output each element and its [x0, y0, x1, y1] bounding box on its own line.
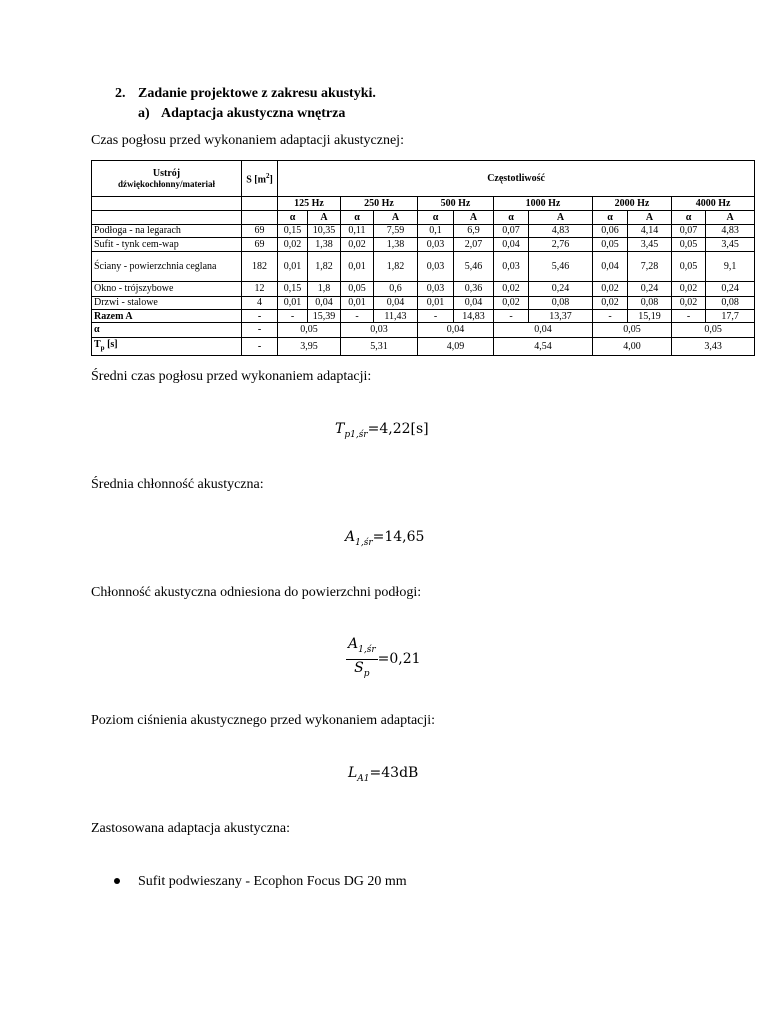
value-cell: 0,07: [494, 224, 529, 238]
row-area: 4: [242, 296, 278, 310]
band-header: 125 Hz: [278, 197, 341, 211]
formula-floor-absorption: $\frac{A_{1,śr}}{S_p}$ =0,21: [348, 636, 421, 679]
value-cell: 0,08: [529, 296, 593, 310]
value-cell: 7,28: [628, 252, 672, 282]
subheader-cell: α: [278, 210, 308, 224]
paragraph-avg-absorption: Średnia chłonność akustyczna:: [91, 477, 264, 492]
value-cell: 0,03: [341, 323, 418, 338]
value-cell: 0,04: [374, 296, 418, 310]
value-cell: 1,8: [308, 281, 341, 296]
value-cell: 0,04: [494, 323, 593, 338]
band-header: 500 Hz: [418, 197, 494, 211]
value-cell: 0,02: [593, 296, 628, 310]
subheader-cell: α: [593, 210, 628, 224]
reverberation-table: [91, 160, 755, 356]
table-row: [92, 238, 755, 252]
value-cell: 9,1: [706, 252, 755, 282]
value-cell: 17,7: [706, 310, 755, 323]
table-row-alpha: [92, 323, 755, 338]
subheader-cell: A: [308, 210, 341, 224]
value-cell: 0,02: [494, 281, 529, 296]
value-cell: 0,05: [672, 238, 706, 252]
value-cell: 1,38: [308, 238, 341, 252]
subheader-cell: A: [706, 210, 755, 224]
value-cell: 0,01: [418, 296, 454, 310]
value-cell: 14,83: [454, 310, 494, 323]
value-cell: 4,83: [529, 224, 593, 238]
band-row: [92, 197, 755, 211]
value-cell: 2,76: [529, 238, 593, 252]
value-cell: 0,02: [341, 238, 374, 252]
value-cell: 0,03: [418, 252, 454, 282]
value-cell: -: [418, 310, 454, 323]
value-cell: 0,05: [672, 323, 755, 338]
value-cell: 0,04: [454, 296, 494, 310]
value-cell: 4,00: [593, 337, 672, 355]
value-cell: -: [672, 310, 706, 323]
subheader-cell: α: [418, 210, 454, 224]
value-cell: 0,15: [278, 281, 308, 296]
value-cell: -: [278, 310, 308, 323]
value-cell: 3,43: [672, 337, 755, 355]
value-cell: 0,1: [418, 224, 454, 238]
value-cell: 1,38: [374, 238, 418, 252]
value-cell: 15,19: [628, 310, 672, 323]
value-cell: 3,45: [706, 238, 755, 252]
value-cell: 0,05: [593, 238, 628, 252]
table-row: [92, 252, 755, 282]
row-label: Razem A: [92, 310, 242, 323]
value-cell: 7,59: [374, 224, 418, 238]
bullet-icon: [114, 878, 120, 884]
value-cell: 0,03: [418, 281, 454, 296]
header-ustroj: Ustrój dźwiękochłonny/materiał: [92, 161, 242, 197]
row-label: $T_p$ [s]: [92, 337, 242, 355]
value-cell: 15,39: [308, 310, 341, 323]
value-cell: 0,02: [278, 238, 308, 252]
value-cell: 0,24: [628, 281, 672, 296]
value-cell: 0,02: [672, 296, 706, 310]
value-cell: -: [593, 310, 628, 323]
value-cell: 0,24: [706, 281, 755, 296]
value-cell: 2,07: [454, 238, 494, 252]
subsection-heading: Adaptacja akustyczna wnętrza: [161, 106, 346, 121]
paragraph-sound-level: Poziom ciśnienia akustycznego przed wykonaniem adaptacji:: [91, 713, 436, 728]
value-cell: 4,14: [628, 224, 672, 238]
value-cell: 0,06: [593, 224, 628, 238]
value-cell: 0,03: [494, 252, 529, 282]
value-cell: 0,6: [374, 281, 418, 296]
row-area: -: [242, 337, 278, 355]
value-cell: 0,01: [341, 252, 374, 282]
row-label: Drzwi - stalowe: [92, 296, 242, 310]
section-heading: Zadanie projektowe z zakresu akustyki.: [138, 86, 376, 101]
value-cell: 1,82: [374, 252, 418, 282]
value-cell: 5,46: [454, 252, 494, 282]
value-cell: 0,07: [672, 224, 706, 238]
value-cell: 0,05: [278, 323, 341, 338]
subheader-cell: A: [628, 210, 672, 224]
value-cell: 0,36: [454, 281, 494, 296]
value-cell: 0,08: [706, 296, 755, 310]
value-cell: 0,02: [494, 296, 529, 310]
intro-paragraph: Czas pogłosu przed wykonaniem adaptacji akustycznej:: [91, 133, 404, 148]
band-header: 1000 Hz: [494, 197, 593, 211]
value-cell: -: [341, 310, 374, 323]
row-area: 69: [242, 238, 278, 252]
header-frequency: Częstotliwość: [278, 161, 755, 197]
value-cell: 0,05: [672, 252, 706, 282]
subheader-cell: A: [374, 210, 418, 224]
value-cell: 0,05: [593, 323, 672, 338]
paragraph-avg-reverb: Średni czas pogłosu przed wykonaniem adaptacji:: [91, 369, 372, 384]
value-cell: 0,05: [341, 281, 374, 296]
value-cell: 0,03: [418, 238, 454, 252]
table-row: [92, 281, 755, 296]
formula-avg-reverb: $T_{p1,śr}=4,22[s]$: [335, 421, 429, 440]
value-cell: 0,01: [278, 252, 308, 282]
formula-sound-level: $L_{A1}=43dB$: [348, 765, 419, 784]
subheader-row: [92, 210, 755, 224]
value-cell: 0,11: [341, 224, 374, 238]
value-cell: 3,95: [278, 337, 341, 355]
value-cell: 0,04: [308, 296, 341, 310]
value-cell: 0,04: [593, 252, 628, 282]
value-cell: 0,02: [672, 281, 706, 296]
value-cell: 0,24: [529, 281, 593, 296]
subheader-cell: α: [672, 210, 706, 224]
value-cell: 0,01: [341, 296, 374, 310]
band-header: 4000 Hz: [672, 197, 755, 211]
value-cell: 0,01: [278, 296, 308, 310]
header-area: S $[m^2]$: [242, 161, 278, 197]
heading-number: 2.: [115, 86, 126, 101]
formula-avg-absorption: $A_{1,śr}=14,65$: [345, 529, 425, 548]
value-cell: 1,82: [308, 252, 341, 282]
value-cell: 4,54: [494, 337, 593, 355]
subheader-cell: A: [529, 210, 593, 224]
value-cell: 3,45: [628, 238, 672, 252]
value-cell: 0,08: [628, 296, 672, 310]
row-label: α: [92, 323, 242, 338]
subheader-cell: A: [454, 210, 494, 224]
row-area: -: [242, 310, 278, 323]
subheader-cell: α: [341, 210, 374, 224]
value-cell: 13,37: [529, 310, 593, 323]
table-row-tp: [92, 337, 755, 355]
value-cell: 0,04: [494, 238, 529, 252]
value-cell: 10,35: [308, 224, 341, 238]
value-cell: 0,04: [418, 323, 494, 338]
table-row: [92, 296, 755, 310]
subheader-cell: α: [494, 210, 529, 224]
value-cell: 5,46: [529, 252, 593, 282]
bullet-item: Sufit podwieszany - Ecophon Focus DG 20 mm: [138, 874, 407, 889]
row-label: Sufit - tynk cem-wap: [92, 238, 242, 252]
value-cell: 5,31: [341, 337, 418, 355]
value-cell: 6,9: [454, 224, 494, 238]
row-label: Okno - trójszybowe: [92, 281, 242, 296]
row-label: Podłoga - na legarach: [92, 224, 242, 238]
paragraph-applied-adaptation: Zastosowana adaptacja akustyczna:: [91, 821, 291, 836]
band-header: 250 Hz: [341, 197, 418, 211]
row-label: Ściany - powierzchnia ceglana: [92, 252, 242, 282]
band-header: 2000 Hz: [593, 197, 672, 211]
table-row-total: [92, 310, 755, 323]
value-cell: -: [494, 310, 529, 323]
row-area: 182: [242, 252, 278, 282]
row-area: 69: [242, 224, 278, 238]
subheading-letter: a): [138, 106, 150, 121]
table-row: [92, 224, 755, 238]
value-cell: 0,02: [593, 281, 628, 296]
value-cell: 11,43: [374, 310, 418, 323]
paragraph-floor-absorption: Chłonność akustyczna odniesiona do powierzchni podłogi:: [91, 585, 422, 600]
row-area: -: [242, 323, 278, 338]
row-area: 12: [242, 281, 278, 296]
value-cell: 4,09: [418, 337, 494, 355]
value-cell: 0,15: [278, 224, 308, 238]
value-cell: 4,83: [706, 224, 755, 238]
